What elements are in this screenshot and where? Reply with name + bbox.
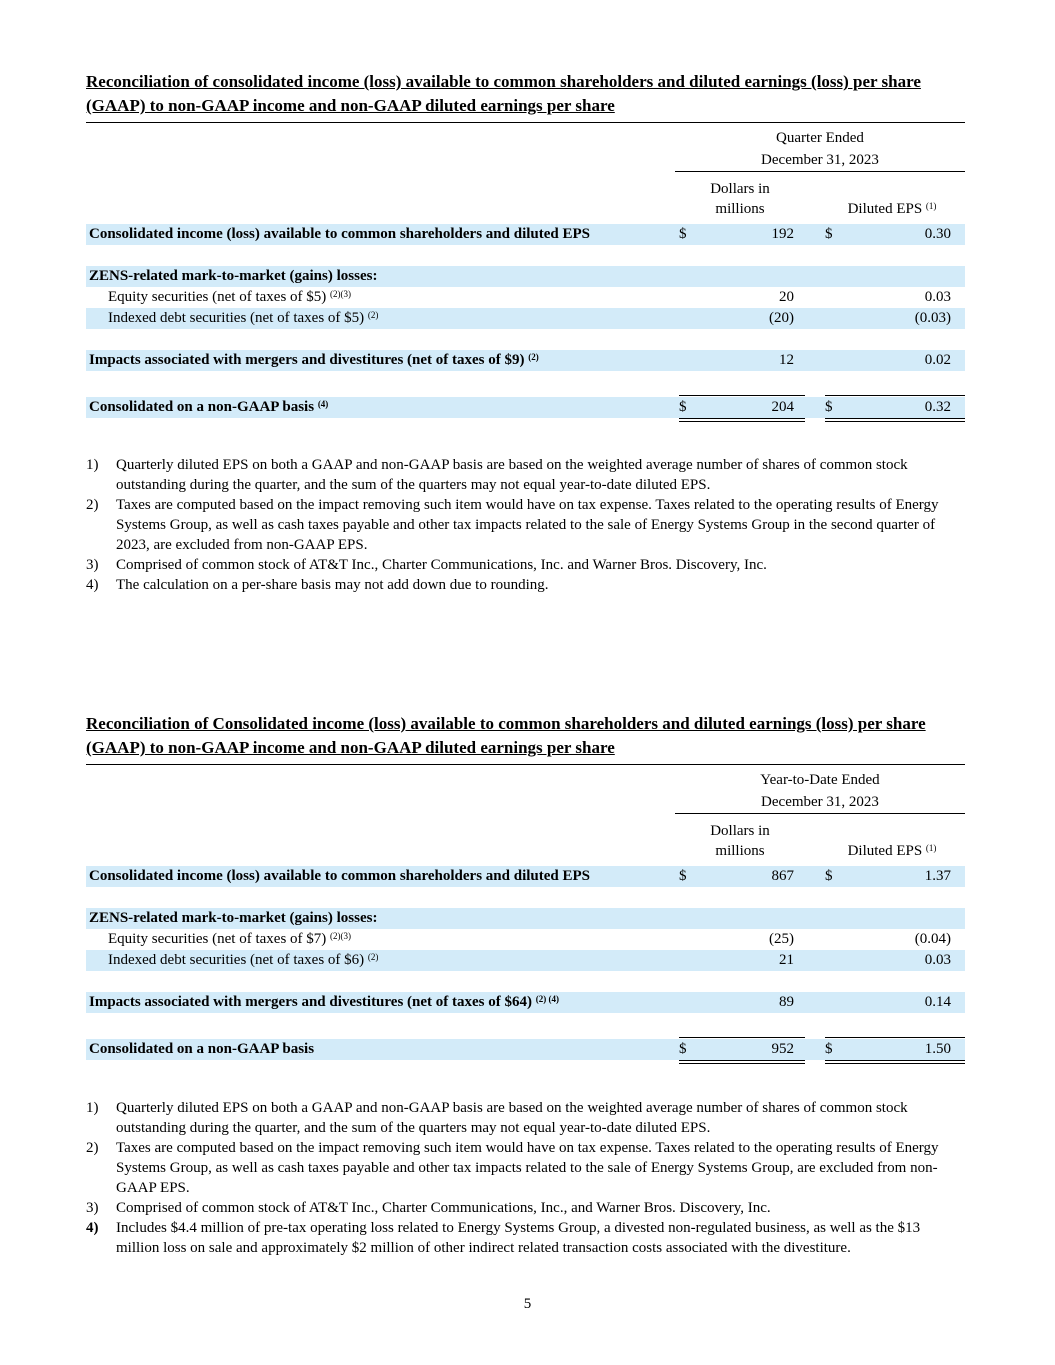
row-footnote: (2)	[528, 352, 539, 362]
footnote-number: 1)	[86, 1100, 99, 1116]
footnote-text: Includes $4.4 million of pre-tax operating loss related to Energy Systems Group, a divested non-regulated business, as well as the $13 million loss on sale and approximately $2 million of other indirect related transaction costs associated with the divestiture.	[116, 1220, 921, 1256]
period-rule	[675, 171, 965, 172]
value-dollars: (20)	[769, 310, 794, 326]
col-dollars-header	[675, 821, 805, 861]
table-row	[86, 992, 965, 1013]
footnote-text: Taxes are computed based on the impact removing such item would have on tax expense. Taxes related to the operating results of Energy Systems Group, as well as cash taxes payable and other tax impacts related to the sale of Energy Systems Group in the second quarter of 2023, are excluded from non-GAAP EPS.	[116, 497, 939, 553]
footnote	[86, 1198, 965, 1218]
footnotes	[86, 1098, 965, 1258]
col-dollars-header	[675, 179, 805, 219]
table-row	[86, 266, 965, 287]
footnote-number: 2)	[86, 1140, 99, 1156]
row-label: Impacts associated with mergers and divestitures (net of taxes of $9) $^{(2)}$	[89, 352, 539, 368]
col-dollars-line1: Dollars in	[710, 181, 770, 197]
total-top-rule	[679, 1037, 805, 1038]
row-label: Consolidated on a non-GAAP basis $^{(4)}$	[89, 399, 329, 415]
footnote	[86, 455, 965, 495]
footnote	[86, 1218, 965, 1258]
footnote-text: Comprised of common stock of AT&T Inc., Charter Communications, Inc., and Warner Bros. Discovery, Inc.	[116, 1200, 771, 1216]
row-footnote: (2)(3)	[330, 289, 352, 299]
row-label: Indexed debt securities (net of taxes of $5) $^{(2)}$	[108, 310, 379, 326]
col-dollars-line1: Dollars in	[710, 823, 770, 839]
value-eps: 0.32	[924, 399, 951, 415]
table-title: Reconciliation of Consolidated income (loss) available to common shareholders and diluted earnings (loss) per share (GAAP) to non-GAAP income and non-GAAP diluted earnings per share	[86, 714, 926, 757]
page-number: 5	[523, 1296, 532, 1312]
table-row	[86, 866, 965, 887]
row-label: Indexed debt securities (net of taxes of $6) $^{(2)}$	[108, 952, 379, 968]
period-line1: Year-to-Date Ended	[760, 772, 880, 788]
dollar-sign: $	[679, 399, 687, 415]
value-eps: 0.03	[924, 289, 951, 305]
row-label: Consolidated income (loss) available to common shareholders and diluted EPS	[89, 868, 591, 884]
value-eps: 1.50	[924, 1041, 951, 1057]
col-dollars-line2: millions	[715, 843, 765, 859]
value-dollars: (25)	[769, 931, 794, 947]
value-eps: 0.14	[924, 994, 951, 1010]
value-dollars: 20	[779, 289, 794, 305]
total-top-rule	[825, 1037, 965, 1038]
period-header	[675, 127, 965, 171]
footnote-number: 1)	[86, 457, 99, 473]
col-eps-label: Diluted EPS	[847, 201, 923, 217]
row-label: Consolidated income (loss) available to common shareholders and diluted EPS	[89, 226, 591, 242]
value-dollars: 12	[779, 352, 794, 368]
footnote	[86, 555, 965, 575]
total-double-rule	[825, 1060, 965, 1064]
row-label: ZENS-related mark-to-market (gains) losses:	[89, 268, 378, 284]
period-header	[675, 769, 965, 813]
table-row	[86, 287, 965, 308]
footnote	[86, 495, 965, 555]
table-row	[86, 950, 965, 971]
col-eps-footnote: (1)	[925, 201, 937, 211]
row-label: Equity securities (net of taxes of $7) $^{(2)(3)}$	[108, 931, 352, 947]
row-label: ZENS-related mark-to-market (gains) losses:	[89, 910, 378, 926]
period-line1: Quarter Ended	[776, 130, 864, 146]
reconciliation-table	[86, 123, 965, 423]
table-row	[86, 350, 965, 371]
footnote-text: Comprised of common stock of AT&T Inc., Charter Communications, Inc. and Warner Bros. Discovery, Inc.	[116, 557, 767, 573]
row-footnote: (2)	[367, 952, 379, 962]
row-label: Equity securities (net of taxes of $5) $^{(2)(3)}$	[108, 289, 352, 305]
dollar-sign: $	[679, 226, 687, 242]
col-eps-footnote: (1)	[925, 843, 937, 853]
reconciliation-quarter-section	[86, 70, 965, 423]
value-dollars: 89	[779, 994, 794, 1010]
dollar-sign: $	[825, 868, 833, 884]
row-label: Impacts associated with mergers and divestitures (net of taxes of $64) $^{(2) (4)}$	[89, 994, 559, 1010]
footnote	[86, 575, 965, 595]
row-footnote: (4)	[317, 399, 329, 409]
value-dollars: 867	[771, 868, 794, 884]
reconciliation-table	[86, 765, 965, 1065]
period-line2: December 31, 2023	[761, 152, 879, 168]
total-double-rule	[825, 418, 965, 422]
total-double-rule	[679, 1060, 805, 1064]
dollar-sign: $	[825, 1041, 833, 1057]
value-eps: (0.04)	[914, 931, 951, 947]
footnote	[86, 1098, 965, 1138]
footnote-number: 3)	[86, 1200, 99, 1216]
footnote-number: 2)	[86, 497, 99, 513]
footnote-text: The calculation on a per-share basis may not add down due to rounding.	[116, 577, 549, 593]
reconciliation-ytd-section	[86, 712, 965, 1065]
value-eps: 0.03	[924, 952, 951, 968]
table-row	[86, 929, 965, 950]
footnotes	[86, 455, 965, 595]
table-row-total	[86, 1039, 965, 1060]
col-eps-header	[819, 199, 965, 219]
row-label: Consolidated on a non-GAAP basis	[89, 1041, 315, 1057]
total-top-rule	[825, 395, 965, 396]
table-row-total	[86, 397, 965, 418]
footnote-number: 4)	[86, 1220, 99, 1236]
table-title: Reconciliation of consolidated income (loss) available to common shareholders and diluted earnings (loss) per share (GAAP) to non-GAAP income and non-GAAP diluted earnings per share	[86, 72, 921, 115]
table-row	[86, 308, 965, 329]
value-dollars: 952	[771, 1041, 794, 1057]
dollar-sign: $	[679, 868, 687, 884]
footnote	[86, 1138, 965, 1198]
footnote-number: 3)	[86, 557, 99, 573]
dollar-sign: $	[825, 226, 833, 242]
value-dollars: 192	[771, 226, 794, 242]
table-row	[86, 908, 965, 929]
value-eps: 1.37	[924, 868, 951, 884]
footnote-text: Quarterly diluted EPS on both a GAAP and non-GAAP basis are based on the weighted average number of shares of common stock outstanding during the quarter, and the sum of the quarters may not equal year-to-date diluted EPS.	[116, 1100, 908, 1136]
col-eps-header	[819, 841, 965, 861]
value-dollars: 21	[779, 952, 794, 968]
total-top-rule	[679, 395, 805, 396]
col-eps-label: Diluted EPS	[847, 843, 923, 859]
value-dollars: 204	[771, 399, 794, 415]
period-line2: December 31, 2023	[761, 794, 879, 810]
footnote-number: 4)	[86, 577, 99, 593]
row-footnote: (2)	[367, 310, 379, 320]
row-footnote: (2)(3)	[330, 931, 352, 941]
period-rule	[675, 813, 965, 814]
row-footnote: (2) (4)	[535, 994, 559, 1004]
value-eps: (0.03)	[914, 310, 951, 326]
col-dollars-line2: millions	[715, 201, 765, 217]
value-eps: 0.02	[924, 352, 951, 368]
total-double-rule	[679, 418, 805, 422]
table-row	[86, 224, 965, 245]
footnote-text: Taxes are computed based on the impact removing such item would have on tax expense. Taxes related to the operating results of Energy Systems Group, as well as cash taxes payable and other tax impacts related to the sale of Energy Systems Group, are excluded from non-GAAP EPS.	[116, 1140, 939, 1196]
value-eps: 0.30	[924, 226, 951, 242]
dollar-sign: $	[825, 399, 833, 415]
dollar-sign: $	[679, 1041, 687, 1057]
footnote-text: Quarterly diluted EPS on both a GAAP and non-GAAP basis are based on the weighted average number of shares of common stock outstanding during the quarter, and the sum of the quarters may not equal year-to-date diluted EPS.	[116, 457, 908, 493]
